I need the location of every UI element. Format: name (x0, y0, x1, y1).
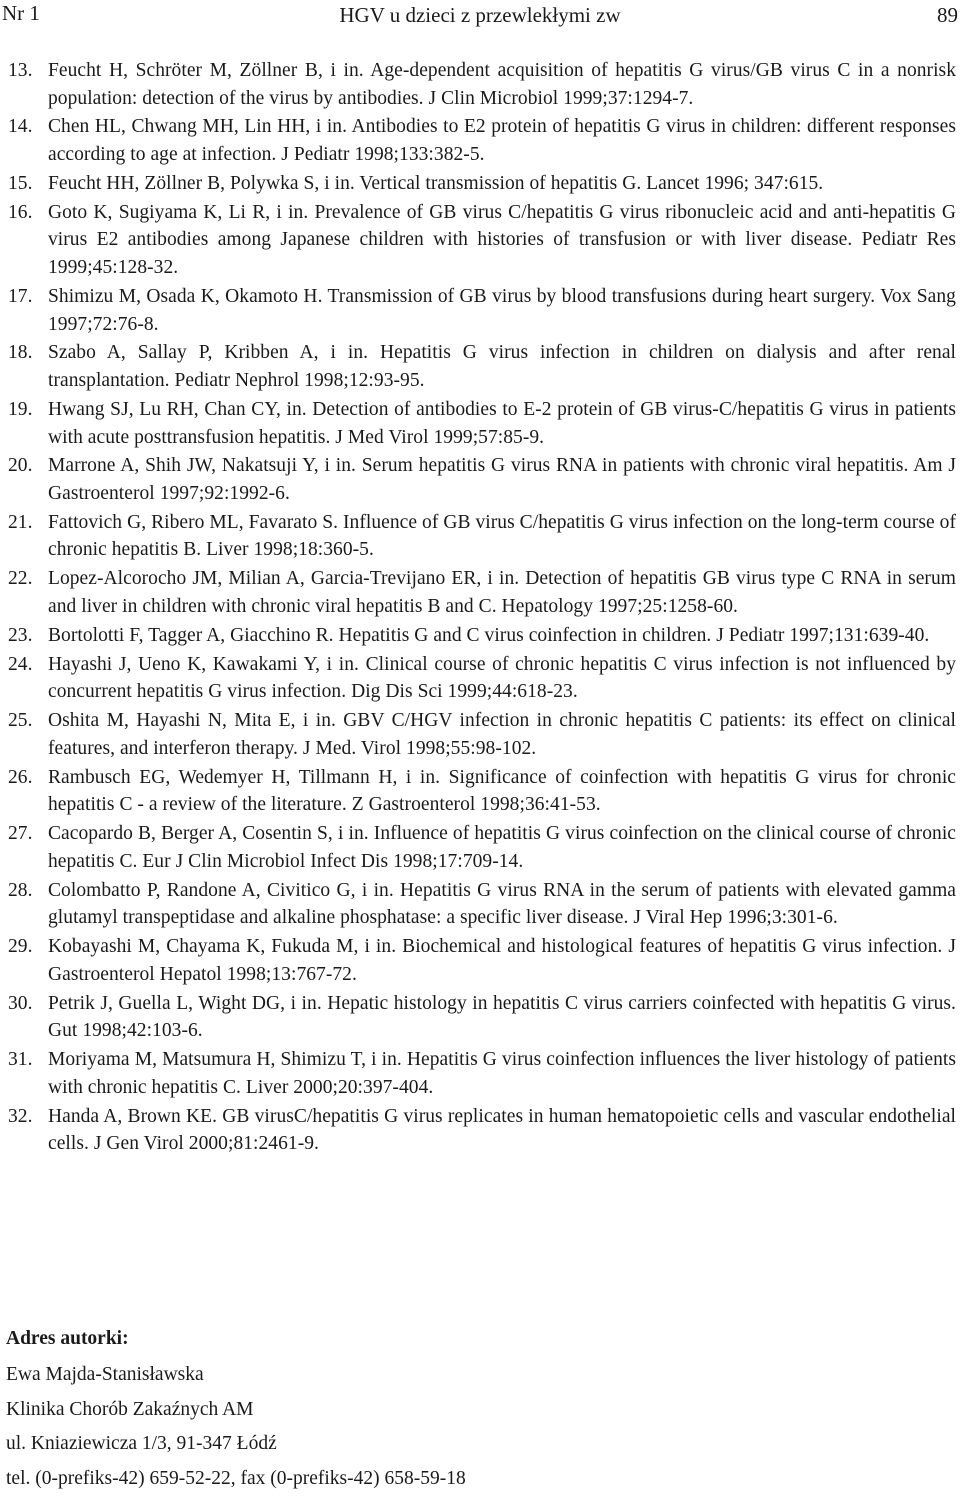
reference-text: Hayashi J, Ueno K, Kawakami Y, i in. Clinical course of chronic hepatitis C virus infection is not influenced by concurrent hepatitis G virus infection. Dig Dis Sci 1999;44:618-23. (48, 654, 956, 703)
reference-item (0, 199, 956, 282)
reference-number: 28. (8, 877, 33, 905)
reference-text: Shimizu M, Osada K, Okamoto H. Transmission of GB virus by blood transfusions during heart surgery. Vox Sang 1997;72:76-8. (48, 286, 956, 335)
reference-number: 15. (8, 170, 33, 198)
reference-item (0, 990, 956, 1045)
reference-text: Handa A, Brown KE. GB virusC/hepatitis G virus replicates in human hematopoietic cells and vascular endothelial cells. J Gen Virol 2000;81:2461-9. (48, 1106, 956, 1155)
reference-item (0, 509, 956, 564)
reference-item (0, 396, 956, 451)
reference-number: 27. (8, 820, 33, 848)
reference-text: Colombatto P, Randone A, Civitico G, i in. Hepatitis G virus RNA in the serum of patients with elevated gamma glutamyl transpeptidase and alkaline phosphatase: a specific liver disease. J Viral Hep 1996;3:301-6. (48, 880, 956, 929)
reference-text: Hwang SJ, Lu RH, Chan CY, in. Detection of antibodies to E-2 protein of GB virus-C/hepatitis G virus in patients with acute posttransfusion hepatitis. J Med Virol 1999;57:85-9. (48, 399, 956, 448)
reference-item (0, 764, 956, 819)
reference-text: Feucht H, Schröter M, Zöllner B, i in. Age-dependent acquisition of hepatitis G virus/GB virus C in a nonrisk population: detection of the virus by antibodies. J Clin Microbiol 1999;37:1294-7. (48, 60, 956, 109)
contact-phone-fax: tel. (0-prefiks-42) 659-52-22, fax (0-prefiks-42) 658-59-18 (6, 1462, 906, 1496)
reference-number: 25. (8, 707, 33, 735)
reference-text: Cacopardo B, Berger A, Cosentin S, i in. Influence of hepatitis G virus coinfection on the clinical course of chronic hepatitis C. Eur J Clin Microbiol Infect Dis 1998;17:709-14. (48, 823, 956, 872)
reference-item (0, 283, 956, 338)
reference-item (0, 651, 956, 706)
reference-number: 19. (8, 396, 33, 424)
reference-item (0, 170, 956, 198)
reference-number: 16. (8, 199, 33, 227)
reference-item (0, 565, 956, 620)
reference-number: 17. (8, 283, 33, 311)
address-title: Adres autorki: (6, 1324, 906, 1354)
issue-number: Nr 1 (2, 0, 40, 26)
reference-number: 24. (8, 651, 33, 679)
reference-text: Petrik J, Guella L, Wight DG, i in. Hepatic histology in hepatitis C virus carriers coinfected with hepatitis G virus. Gut 1998;42:103-6. (48, 993, 956, 1042)
reference-list (0, 57, 956, 1159)
reference-text: Rambusch EG, Wedemyer H, Tillmann H, i in. Significance of coinfection with hepatitis G virus for chronic hepatitis C - a review of the literature. Z Gastroenterol 1998;36:41-53. (48, 767, 956, 816)
reference-text: Moriyama M, Matsumura H, Shimizu T, i in. Hepatitis G virus coinfection influences the liver histology of patients with chronic hepatitis C. Liver 2000;20:397-404. (48, 1049, 956, 1098)
running-header (0, 0, 960, 34)
reference-item (0, 1046, 956, 1101)
reference-item (0, 1103, 956, 1158)
reference-number: 22. (8, 565, 33, 593)
reference-item (0, 622, 956, 650)
reference-text: Oshita M, Hayashi N, Mita E, i in. GBV C/HGV infection in chronic hepatitis C patients: its effect on clinical features, and interferon therapy. J Med. Virol 1998;55:98-102. (48, 710, 956, 759)
reference-number: 20. (8, 452, 33, 480)
page-number: 89 (937, 2, 958, 28)
reference-text: Fattovich G, Ribero ML, Favarato S. Influence of GB virus C/hepatitis G virus infection on the long-term course of chronic hepatitis B. Liver 1998;18:360-5. (48, 512, 956, 561)
reference-number: 30. (8, 990, 33, 1018)
reference-text: Goto K, Sugiyama K, Li R, i in. Prevalence of GB virus C/hepatitis G virus ribonucleic acid and anti-hepatitis G virus E2 antibodies among Japanese children with histories of transfusion or with liver disease. Pediatr Res 1999;45:128-32. (48, 202, 956, 278)
reference-item (0, 707, 956, 762)
reference-item (0, 820, 956, 875)
reference-number: 26. (8, 764, 33, 792)
running-title: HGV u dzieci z przewlekłymi zw (0, 2, 960, 28)
reference-text: Kobayashi M, Chayama K, Fukuda M, i in. Biochemical and histological features of hepatitis G virus infection. J Gastroenterol Hepatol 1998;13:767-72. (48, 936, 956, 985)
reference-number: 18. (8, 339, 33, 367)
reference-item (0, 57, 956, 112)
reference-text: Szabo A, Sallay P, Kribben A, i in. Hepatitis G virus infection in children on dialysis and after renal transplantation. Pediatr Nephrol 1998;12:93-95. (48, 342, 956, 391)
reference-text: Lopez-Alcorocho JM, Milian A, Garcia-Trevijano ER, i in. Detection of hepatitis GB virus type C RNA in serum and liver in children with chronic viral hepatitis B and C. Hepatology 1997;25:1258-60. (48, 568, 956, 617)
reference-item (0, 452, 956, 507)
institution: Klinika Chorób Zakaźnych AM (6, 1393, 906, 1428)
reference-text: Marrone A, Shih JW, Nakatsuji Y, i in. Serum hepatitis G virus RNA in patients with chronic viral hepatitis. Am J Gastroenterol 1997;92:1992-6. (48, 455, 956, 504)
reference-number: 32. (8, 1103, 33, 1131)
reference-number: 13. (8, 57, 33, 85)
author-name: Ewa Majda-Stanisławska (6, 1358, 906, 1393)
reference-number: 23. (8, 622, 33, 650)
reference-number: 29. (8, 933, 33, 961)
reference-text: Feucht HH, Zöllner B, Polywka S, i in. Vertical transmission of hepatitis G. Lancet 1996; 347:615. (48, 173, 823, 194)
reference-item (0, 113, 956, 168)
street-address: ul. Kniaziewicza 1/3, 91-347 Łódź (6, 1427, 906, 1462)
reference-item (0, 933, 956, 988)
reference-number: 14. (8, 113, 33, 141)
reference-item (0, 877, 956, 932)
reference-number: 21. (8, 509, 33, 537)
reference-text: Bortolotti F, Tagger A, Giacchino R. Hepatitis G and C virus coinfection in children. J Pediatr 1997;131:639-40. (48, 625, 929, 646)
reference-text: Chen HL, Chwang MH, Lin HH, i in. Antibodies to E2 protein of hepatitis G virus in children: different responses according to age at infection. J Pediatr 1998;133:382-5. (48, 116, 956, 165)
reference-item (0, 339, 956, 394)
reference-number: 31. (8, 1046, 33, 1074)
author-address (6, 1324, 906, 1496)
